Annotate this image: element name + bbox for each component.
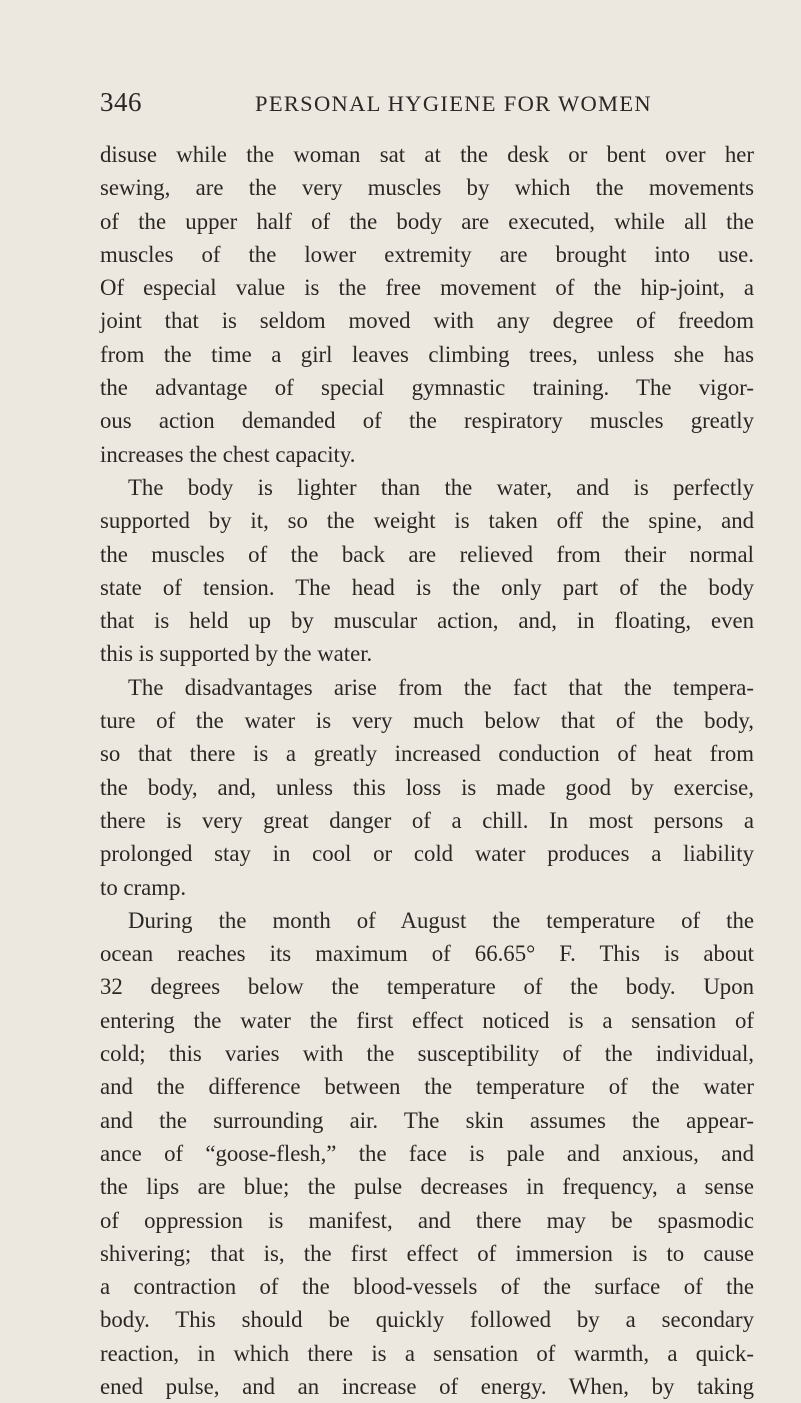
text-line: this is supported by the water. (100, 641, 373, 667)
running-head: PERSONAL HYGIENE FOR WOMEN (255, 91, 652, 116)
text-line: Of especial value is the free movement of the hip-joint, a (100, 275, 754, 301)
text-line: muscles of the lower extremity are brought into use. (100, 241, 754, 267)
text-line: to cramp. (100, 874, 187, 900)
text-line: body. This should be quickly followed by a secondary (100, 1307, 754, 1333)
text-line: ocean reaches its maximum of 66.65° F. This is about (100, 941, 754, 967)
text-line: 32 degrees below the temperature of the body. Upon (100, 974, 754, 1000)
text-line: ture of the water is very much below that of the body, (100, 708, 754, 734)
text-line: entering the water the first effect noticed is a sensation of (100, 1007, 754, 1033)
text-line: and the difference between the temperature of the water (100, 1074, 754, 1100)
text-line: the advantage of special gymnastic training. The vigor- (100, 375, 754, 401)
text-line: the muscles of the back are relieved from their normal (100, 541, 754, 567)
text-line: of the upper half of the body are executed, while all the (100, 208, 754, 234)
text-line: ance of “goose-flesh,” the face is pale and anxious, and (100, 1140, 754, 1166)
text-line: there is very great danger of a chill. In most persons a (100, 807, 754, 833)
text-line: disuse while the woman sat at the desk or bent over her (100, 142, 754, 167)
text-line: ous action demanded of the respiratory muscles greatly (100, 408, 754, 434)
page-header (100, 82, 750, 122)
page-number: 346 (100, 87, 142, 117)
text-line: During the month of August the temperature of the (128, 907, 754, 933)
text-line: joint that is seldom moved with any degree of freedom (100, 308, 754, 334)
text-line: state of tension. The head is the only part of the body (100, 574, 754, 600)
text-line: the body, and, unless this loss is made good by exercise, (100, 774, 754, 800)
body-text (100, 138, 754, 1403)
text-line: from the time a girl leaves climbing trees, unless she has (100, 341, 754, 367)
text-line: and the surrounding air. The skin assumes the appear- (100, 1107, 754, 1133)
text-line: supported by it, so the weight is taken off the spine, and (100, 508, 754, 534)
text-line: cold; this varies with the susceptibility of the individual, (100, 1041, 754, 1067)
text-line: reaction, in which there is a sensation of warmth, a quick- (100, 1340, 754, 1366)
text-line: sewing, are the very muscles by which the movements (100, 175, 754, 201)
text-line: so that there is a greatly increased conduction of heat from (100, 741, 754, 767)
text-line: ened pulse, and an increase of energy. When, by taking (100, 1373, 754, 1399)
text-line: that is held up by muscular action, and, in floating, even (100, 608, 754, 634)
text-line: shivering; that is, the first effect of immersion is to cause (100, 1240, 754, 1266)
text-line: a contraction of the blood-vessels of the surface of the (100, 1274, 754, 1300)
text-line: prolonged stay in cool or cold water produces a liability (100, 841, 754, 867)
text-line: the lips are blue; the pulse decreases in frequency, a sense (100, 1174, 754, 1200)
text-line: of oppression is manifest, and there may be spasmodic (100, 1207, 754, 1233)
text-line: increases the chest capacity. (100, 441, 356, 467)
text-line: The disadvantages arise from the fact that the tempera- (128, 674, 754, 700)
text-line: The body is lighter than the water, and is perfectly (128, 474, 754, 500)
